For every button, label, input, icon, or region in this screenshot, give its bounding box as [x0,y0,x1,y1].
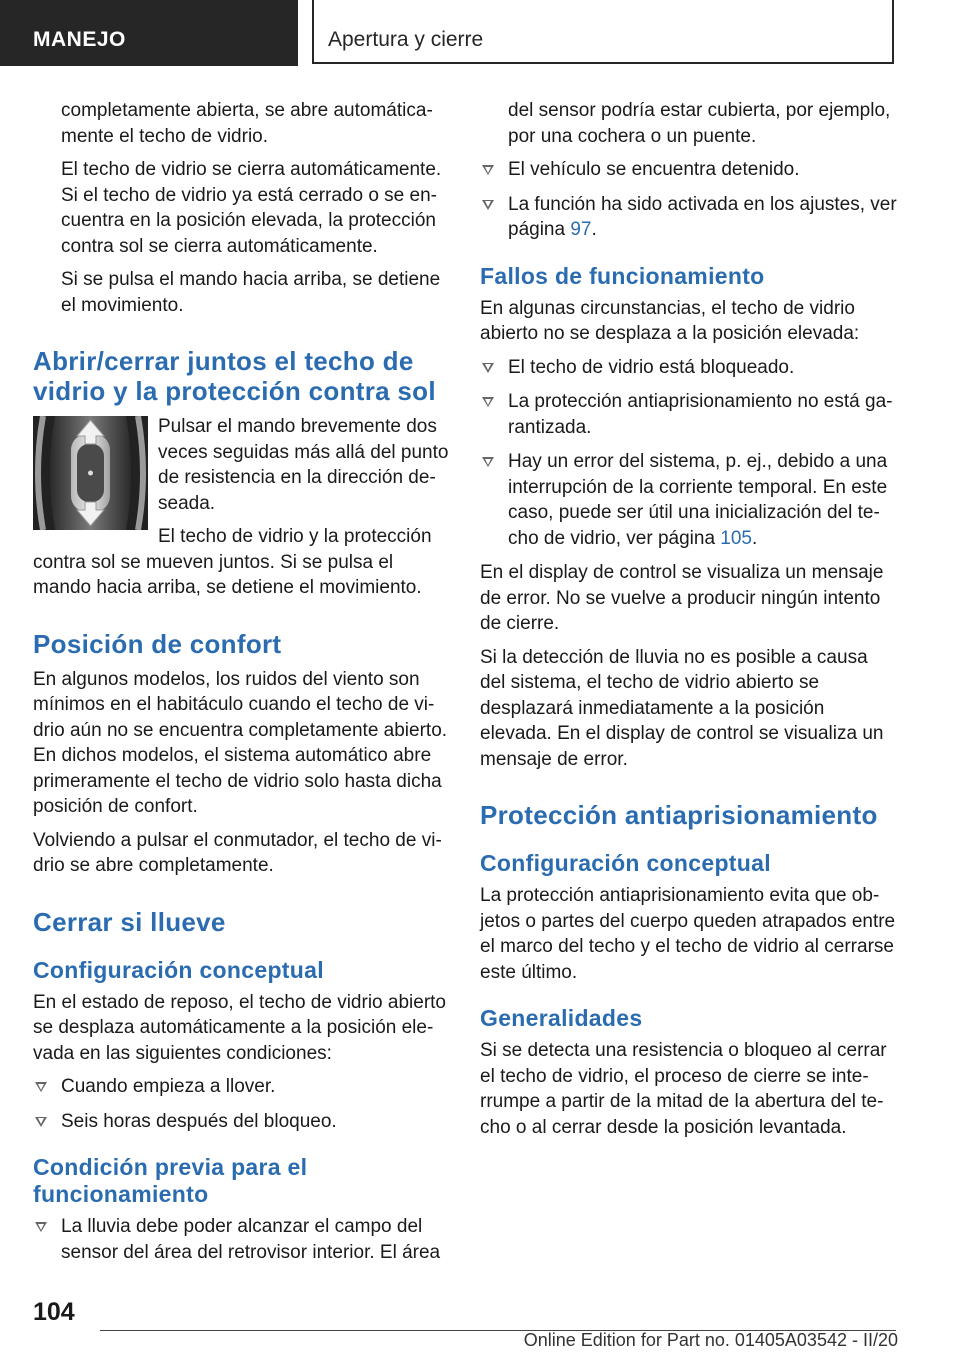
paragraph: En algunos modelos, los ruidos del viento son mínimos en el habitáculo cuando el techo de vidrio aún no se encuentra completamente abierto. En dichos modelos, el sistema automático abre primeramente el techo de vidrio solo hasta dicha posición de confort. [33,668,448,817]
right-column [480,98,898,1148]
roof-switch-icon [33,416,148,530]
paragraph: del sensor podría estar cubierta, por ejemplo, por una cochera o un puente. [508,100,891,147]
page-link[interactable]: 105 [720,527,752,549]
list-item: La lluvia debe poder alcanzar el campo del sensor del área del retrovisor interior. El área [33,1214,451,1265]
paragraph: Si se detecta una resistencia o bloqueo al cerrar el techo de vidrio, el proceso de cierre se interrumpe a partir de la mitad de la abertura del techo o al cerrar desde la posición levantada. [480,1040,887,1138]
chapter-title: Apertura y cierre [328,28,484,51]
subheading-fallos: Fallos de funcionamiento [480,262,765,289]
paragraph: En el estado de reposo, el techo de vidrio abierto se desplaza automáticamente a la posición elevada en las siguientes condiciones: [33,991,446,1064]
triangle-down-icon [482,397,494,407]
triangle-down-icon [35,1082,47,1092]
bullet-list [480,157,898,243]
heading-proteccion: Protección antiaprisionamiento [480,800,878,830]
paragraph: completamente abierta, se abre automáticamente el techo de vidrio. [61,100,433,147]
triangle-down-icon [482,363,494,373]
section-title: MANEJO [33,28,126,51]
triangle-down-icon [35,1117,47,1127]
paragraph: Si la detección de lluvia no es posible a causa del sistema, el techo de vidrio abierto se desplazará inmediatamente a la posición elevada. En el display de control se visualiza un mensaje de error. [480,646,884,770]
left-column [33,98,451,1274]
subheading-config2: Configuración conceptual [480,850,771,876]
triangle-down-icon [35,1222,47,1232]
heading-llueve: Cerrar si llueve [33,906,226,937]
subheading-config: Configuración conceptual [33,956,324,983]
triangle-down-icon [482,457,494,467]
paragraph: Si se pulsa el mando hacia arriba, se detiene el movimiento. [61,269,441,316]
bullet-list [33,1074,451,1134]
paragraph: En el display de control se visualiza un mensaje de error. No se vuelve a producir ningún intento de cierre. [480,562,884,634]
roof-switch-button-image [33,416,148,530]
list-item: Seis horas después del bloqueo. [33,1109,451,1135]
list-item: Hay un error del sistema, p. ej., debido a una interrupción de la corriente temporal. En este caso, puede ser útil una inicialización del techo de vidrio, ver página 105. [480,449,898,551]
triangle-down-icon [482,200,494,210]
paragraph: El techo de vidrio se cierra automáticamente. Si el techo de vidrio ya está cerrado o se encuentra en la posición elevada, la protección contra sol se cierra automáticamente. [61,159,442,257]
triangle-down-icon [482,165,494,175]
subheading-general: Generalidades [480,1005,643,1031]
list-item: La función ha sido activada en los ajustes, ver página 97. [480,192,898,243]
page-link[interactable]: 97 [570,219,592,240]
bullet-list [33,1214,451,1265]
heading-confort: Posición de confort [33,628,282,659]
list-item: La protección antiaprisionamiento no está garantizada. [480,389,898,440]
paragraph: Pulsar el mando brevemente dos veces seguidas más allá del punto de resistencia en la dirección deseada. [158,416,449,514]
list-item: El vehículo se encuentra detenido. [480,157,898,183]
heading-juntos: Abrir/cerrar juntos el techo de vidrio y la protección contra sol [33,346,436,406]
list-item: Cuando empieza a llover. [33,1074,451,1100]
subheading-condicion: Condición previa para el funcionamiento [33,1154,308,1207]
chapter-tab [312,0,894,64]
page-number: 104 [33,1298,75,1326]
bullet-list [480,355,898,552]
paragraph: En algunas circunstancias, el techo de vidrio abierto no se desplaza a la posición elevada: [480,297,860,344]
footer-edition: Online Edition for Part no. 01405A03542 - II/20 [523,1330,898,1350]
paragraph: La protección antiaprisionamiento evita que objetos o partes del cuerpo queden atrapados entre el marco del techo y el techo de vidrio al cerrarse este último. [480,885,896,983]
paragraph: El techo de vidrio y la protección contra sol se mueven juntos. Si se pulsa el mando hacia arriba, se detiene el movimiento. [33,526,432,598]
paragraph: Volviendo a pulsar el conmutador, el techo de vidrio se abre completamente. [33,829,442,876]
section-tab [0,0,298,66]
list-item: El techo de vidrio está bloqueado. [480,355,898,381]
